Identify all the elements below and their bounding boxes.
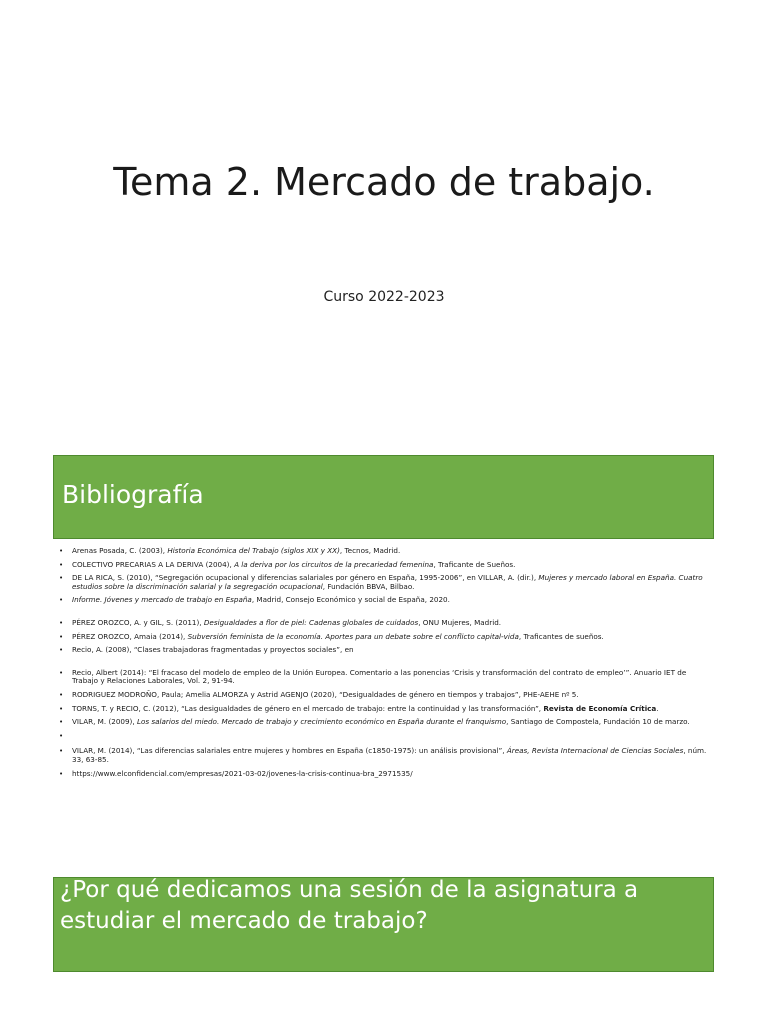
reference-item: • COLECTIVO PRECARIAS A LA DERIVA (2004), A la deriva por los circuitos de la precariedad femenina, Traficante de Sueños. <box>58 561 710 570</box>
reference-item: • VILAR, M. (2009), Los salarios del miedo. Mercado de trabajo y crecimiento económico en España durante el franquismo, Santiago de Compostela, Fundación 10 de marzo. <box>58 718 710 727</box>
slide-title: Tema 2. Mercado de trabajo. <box>113 160 655 204</box>
reference-item-empty <box>58 732 710 743</box>
reference-link[interactable]: • https://www.elconfidencial.com/empresas/2021-03-02/jovenes-la-crisis-continua-bra_2971535/ <box>58 770 710 779</box>
reference-item: • Informe. Jóvenes y mercado de trabajo en España, Madrid, Consejo Económico y social de España, 2020. <box>58 596 710 605</box>
reference-item: • DE LA RICA, S. (2010), “Segregación ocupacional y diferencias salariales por género en España, 1995-2006”, en VILLAR, A. (dir.), Mujeres y mercado laboral en España. Cuatro estudios sobre la discriminación salarial y la segregación ocupacional, Fundación BBVA, Bilbao. <box>58 574 710 591</box>
bibliography-heading: Bibliografía <box>62 480 204 509</box>
reference-item: • Recio, Albert (2014): “El fracaso del modelo de empleo de la Unión Europea. Comentario a las ponencias ‘Crisis y transformación del contrato de empleo’”. Anuario IET de Trabajo y Relaciones Laborales, Vol. 2, 91-94. <box>58 669 710 686</box>
bibliography-banner <box>53 455 714 539</box>
reference-item: • Recio, A. (2008), “Clases trabajadoras fragmentadas y proyectos sociales”, en <box>58 646 710 655</box>
reference-item: • Arenas Posada, C. (2003), Historia Económica del Trabajo (siglos XIX y XX), Tecnos, Madrid. <box>58 547 710 556</box>
question-heading: ¿Por qué dedicamos una sesión de la asignatura a estudiar el mercado de trabajo? <box>60 877 639 934</box>
reference-list <box>58 547 710 783</box>
reference-item: • TORNS, T. y RECIO, C. (2012), “Las desigualdades de género en el mercado de trabajo: entre la continuidad y las transformación”, Revista de Economía Crítica. <box>58 705 710 714</box>
question-banner <box>53 877 714 972</box>
reference-item: • PÉREZ OROZCO, A. y GIL, S. (2011), Desigualdades a flor de piel: Cadenas globales de cuidados, ONU Mujeres, Madrid. <box>58 619 710 628</box>
reference-item: • RODRIGUEZ MODROÑO, Paula; Amelia ALMORZA y Astrid AGENJO (2020), “Desigualdades de género en tiempos y trabajos”, PHE-AEHE nº 5. <box>58 691 710 700</box>
slide-subtitle: Curso 2022-2023 <box>323 289 445 305</box>
reference-item: • VILAR, M. (2014), “Las diferencias salariales entre mujeres y hombres en España (c1850-1975): un análisis provisional”, Áreas, Revista Internacional de Ciencias Sociales, núm. 33, 63-85. <box>58 747 710 764</box>
reference-item: • PÉREZ OROZCO, Amaia (2014), Subversión feminista de la economía. Aportes para un debate sobre el conflicto capital-vida, Traficantes de sueños. <box>58 633 710 642</box>
